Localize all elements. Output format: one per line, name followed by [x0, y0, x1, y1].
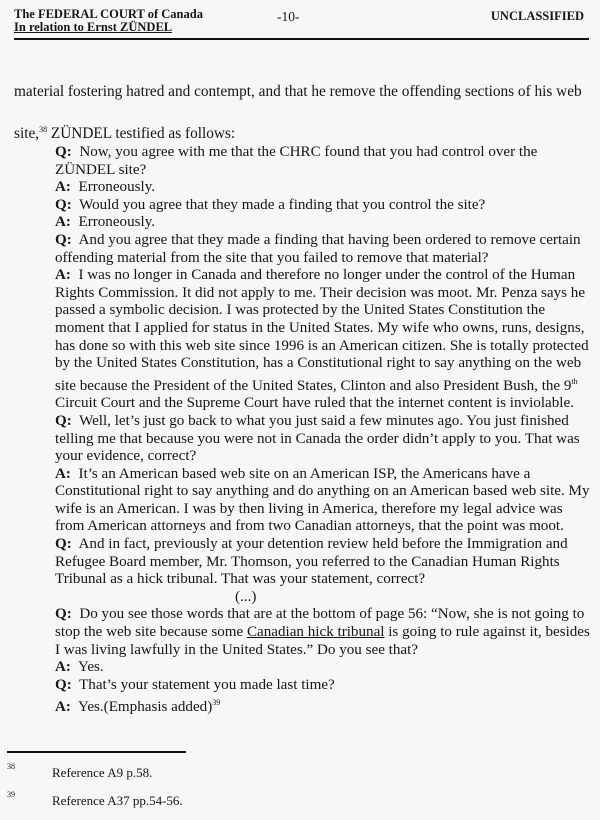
- entry-text: Erroneously.: [78, 214, 156, 231]
- entry-text: I was no longer in Canada and therefore no longer under the control of the Human Rights Commission. It did not apply to me. Their decision was moot. Mr. Penza says he passed a symbolic decision. I was protected by the United States Constitution the moment that I applied for status in the United States. My wife who owns, runs, designs, has done so with this web site since 1996 is an American citizen. She is totally protected by the United States Constitution, has a Constitutional right to say anything on the web site because the President of the United States, Clinton and also President Bush, the 9: [55, 267, 589, 394]
- footnote-separator: [7, 751, 186, 753]
- transcript-entry: [55, 214, 595, 232]
- footnote-text: Reference A9 p.58.: [52, 765, 153, 780]
- underlined-phrase: Canadian hick tribunal: [246, 624, 385, 641]
- transcript-entry: [55, 197, 595, 215]
- speaker-label: Q:: [55, 676, 72, 693]
- transcript-entry: [55, 179, 595, 197]
- speaker-label: Q:: [55, 412, 72, 429]
- intro-paragraph: [14, 73, 594, 153]
- speaker-label: Q:: [55, 536, 72, 553]
- entry-text: And you agree that they made a finding that having been ordered to remove certain offending material from the site that you failed to remove that material?: [55, 231, 581, 266]
- intro-text: ZÜNDEL testified as follows:: [47, 125, 236, 142]
- footnote-number: 38: [7, 762, 15, 771]
- omission-marker: (...): [235, 588, 257, 605]
- entry-text: It’s an American based web site on an American ISP, the Americans have a Constitutional right to say anything and do anything on an American based web site. My wife is an American. I was by then living in America, therefore my legal advice was from American attorneys and from two Canadian attorneys, that the point was moot.: [55, 465, 590, 535]
- footnote-ref-38: 38: [39, 125, 48, 134]
- speaker-label: Q:: [55, 606, 72, 623]
- header-left: [14, 8, 203, 34]
- transcript-entry: [55, 659, 595, 677]
- entry-text: Would you agree that they made a finding that you control the site?: [79, 196, 486, 213]
- transcript-entry: [55, 144, 595, 179]
- intro-text: site,: [14, 125, 40, 142]
- entry-text: Yes.: [77, 659, 104, 676]
- speaker-label: Q:: [55, 196, 72, 213]
- classification-label: UNCLASSIFIED: [490, 9, 584, 23]
- transcript-entry: [55, 694, 595, 717]
- transcript-entry: [55, 536, 595, 589]
- intro-line-1: material fostering hatred and contempt, and that he remove the offending sections of his web: [14, 83, 582, 100]
- ordinal-suffix: th: [571, 376, 578, 386]
- footnote-ref-39: 39: [212, 698, 221, 708]
- speaker-label: A:: [55, 465, 71, 482]
- court-name: The FEDERAL COURT of Canada: [14, 7, 203, 21]
- testimony-transcript: [55, 144, 595, 717]
- transcript-entry: [55, 606, 595, 659]
- entry-text: Circuit Court and the Supreme Court have ruled that the internet content is inviolable.: [55, 395, 574, 412]
- speaker-label: A:: [55, 267, 71, 284]
- speaker-label: A:: [55, 214, 71, 231]
- footnote-text: Reference A37 pp.54-56.: [52, 793, 183, 808]
- entry-text: Well, let’s just go back to what you just said a few minutes ago. You just finished telling me that because you were not in Canada the order didn’t apply to you. That was your evidence, correct?: [55, 412, 580, 465]
- speaker-label: A:: [55, 659, 71, 676]
- page-header: [14, 8, 586, 38]
- case-relation: In relation to Ernst ZÜNDEL: [14, 20, 173, 34]
- speaker-label: A:: [55, 179, 71, 196]
- speaker-label: Q:: [55, 231, 72, 248]
- speaker-label: A:: [55, 699, 71, 716]
- entry-text: Yes.(Emphasis added): [77, 699, 213, 716]
- entry-text: is going to rule against it, besides I was living lawfully in the United States.” Do you see that?: [55, 624, 590, 658]
- transcript-entry: [55, 677, 595, 695]
- footnote-number: 39: [7, 790, 15, 799]
- transcript-entry: [55, 232, 595, 267]
- entry-text: Erroneously.: [78, 179, 156, 196]
- entry-text: That’s your statement you made last time?: [79, 676, 335, 693]
- transcript-entry: [55, 267, 595, 413]
- entry-text: Do you see those words that are at the bottom of page 56: “Now, she is not going to stop the web site because some: [55, 606, 585, 641]
- page-number: -10-: [277, 9, 300, 24]
- transcript-entry: [55, 413, 595, 466]
- speaker-label: Q:: [55, 144, 72, 160]
- transcript-entry: [55, 466, 595, 536]
- entry-text: And in fact, previously at your detention review held before the Immigration and Refugee Board member, Mr. Thomson, you referred to the Canadian Human Rights Tribunal as a hick tribunal. That was your statement, correct?: [55, 536, 568, 588]
- header-rule: [14, 38, 589, 40]
- entry-text: Now, you agree with me that the CHRC found that you had control over the ZÜNDEL site?: [55, 144, 538, 178]
